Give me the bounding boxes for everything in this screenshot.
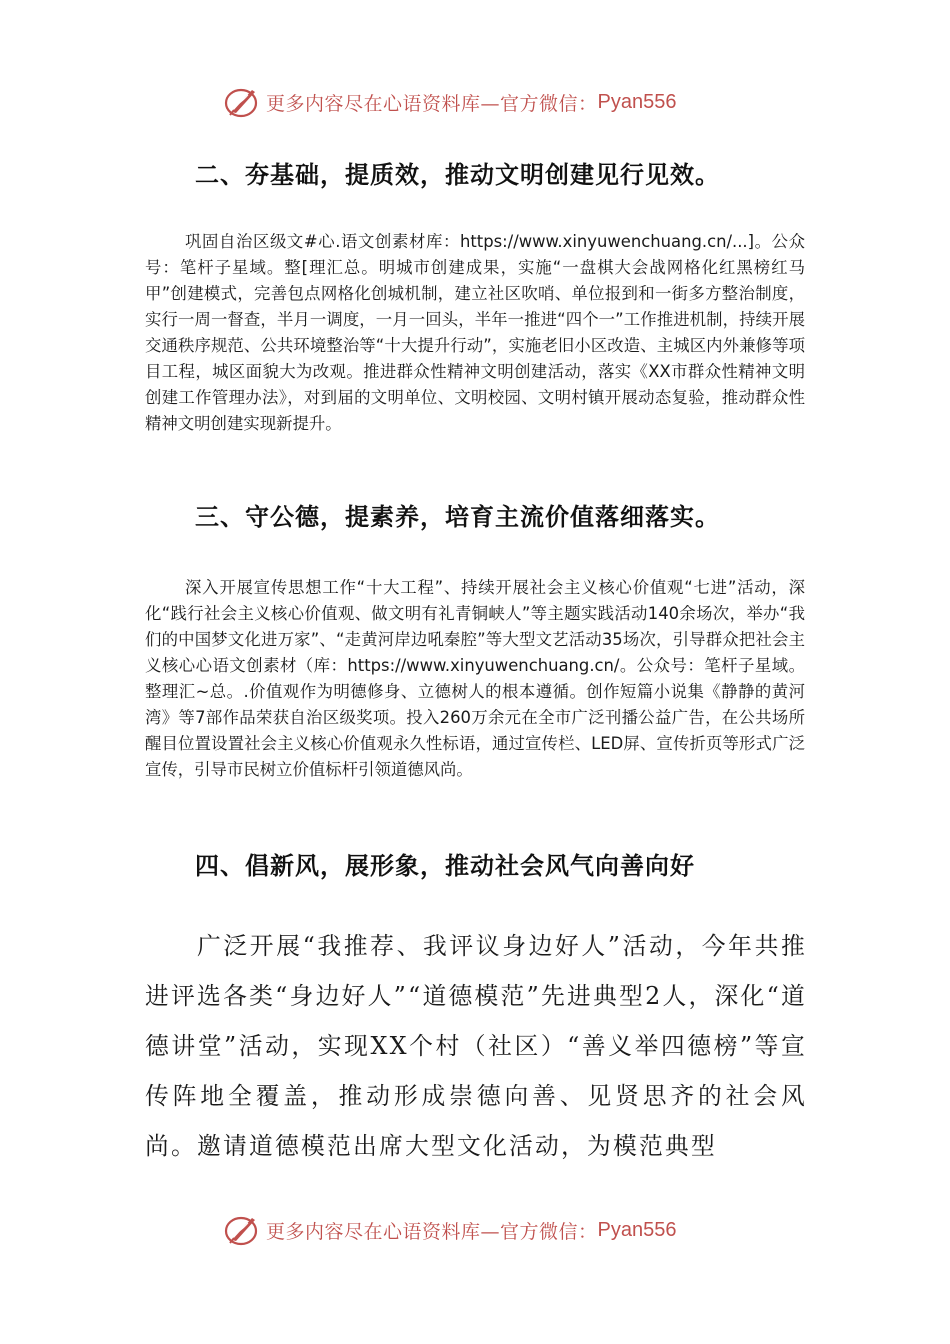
watermark-text: 更多内容尽在心语资料库—官方微信： xyxy=(266,92,598,115)
section-body-2: 巩固自治区级文#心.语文创素材库：https://www.xinyuwenchuang.cn/...]。公众号：笔杆子星域。整[理汇总。明城市创建成果，实施“一盘棋大会战网格化红黑榜红马甲”创建模式，完善包点网格化创城机制，建立社区吹哨、单位报到和一街多方整治制度，实行一周一督查，半月一调度，一月一回头，半年一推进“四个一”工作推进机制，持续开展交通秩序规范、公共环境整治等“十大提升行动”，实施老旧小区改造、主城区内外兼修等项目工程，城区面貌大为改观。推进群众性精神文明创建活动，落实《XX市群众性精神文明创建工作管理办法》，对到届的文明单位、文明校园、文明村镇开展动态复验，推动群众性精神文明创建实现新提升。 xyxy=(145,232,805,433)
watermark-wechat-id: Pyan556 xyxy=(597,90,677,113)
section-body-3: 深入开展宣传思想工作“十大工程”、持续开展社会主义核心价值观“七进”活动，深化“践行社会主义核心价值观、做文明有礼青铜峡人”等主题实践活动140余场次，举办“我们的中国梦文化进万家”、“走黄河岸边吼秦腔”等大型文艺活动35场次，引导群众把社会主义核心心语文创素材（库：https://www.xinyuwenchuang.cn/。公众号：笔杆子星域。整理汇~总。.价值观作为明德修身、立德树人的根本遵循。创作短篇小说集《静静的黄河湾》等7部作品荣获自治区级奖项。投入260万余元在全市广泛刊播公益广告，在公共场所醒目位置设置社会主义核心价值观永久性标语，通过宣传栏、LED屏、宣传折页等形式广泛宣传，引导市民树立价值标杆引领道德风尚。 xyxy=(145,578,805,779)
watermark-footer xyxy=(222,1208,742,1252)
section-heading-2: 二、夯基础，提质效，推动文明创建见行见效。 xyxy=(195,160,720,189)
watermark-text: 更多内容尽在心语资料库—官方微信： xyxy=(266,1220,598,1243)
section-heading-4: 四、倡新风，展形象，推动社会风气向善向好 xyxy=(195,851,695,880)
quill-logo-icon xyxy=(222,1210,262,1250)
watermark-header xyxy=(222,80,742,124)
watermark-wechat-id: Pyan556 xyxy=(597,1218,677,1241)
section-heading-3: 三、守公德，提素养，培育主流价值落细落实。 xyxy=(195,502,720,531)
section-body-4: 广泛开展“我推荐、我评议身边好人”活动，今年共推进评选各类“身边好人”“道德模范”先进典型2人，深化“道德讲堂”活动，实现XX个村（社区）“善义举四德榜”等宣传阵地全覆盖，推动形成崇德向善、见贤思齐的社会风尚。邀请道德模范出席大型文化活动，为模范典型 xyxy=(145,932,807,1160)
quill-logo-icon xyxy=(222,82,262,122)
